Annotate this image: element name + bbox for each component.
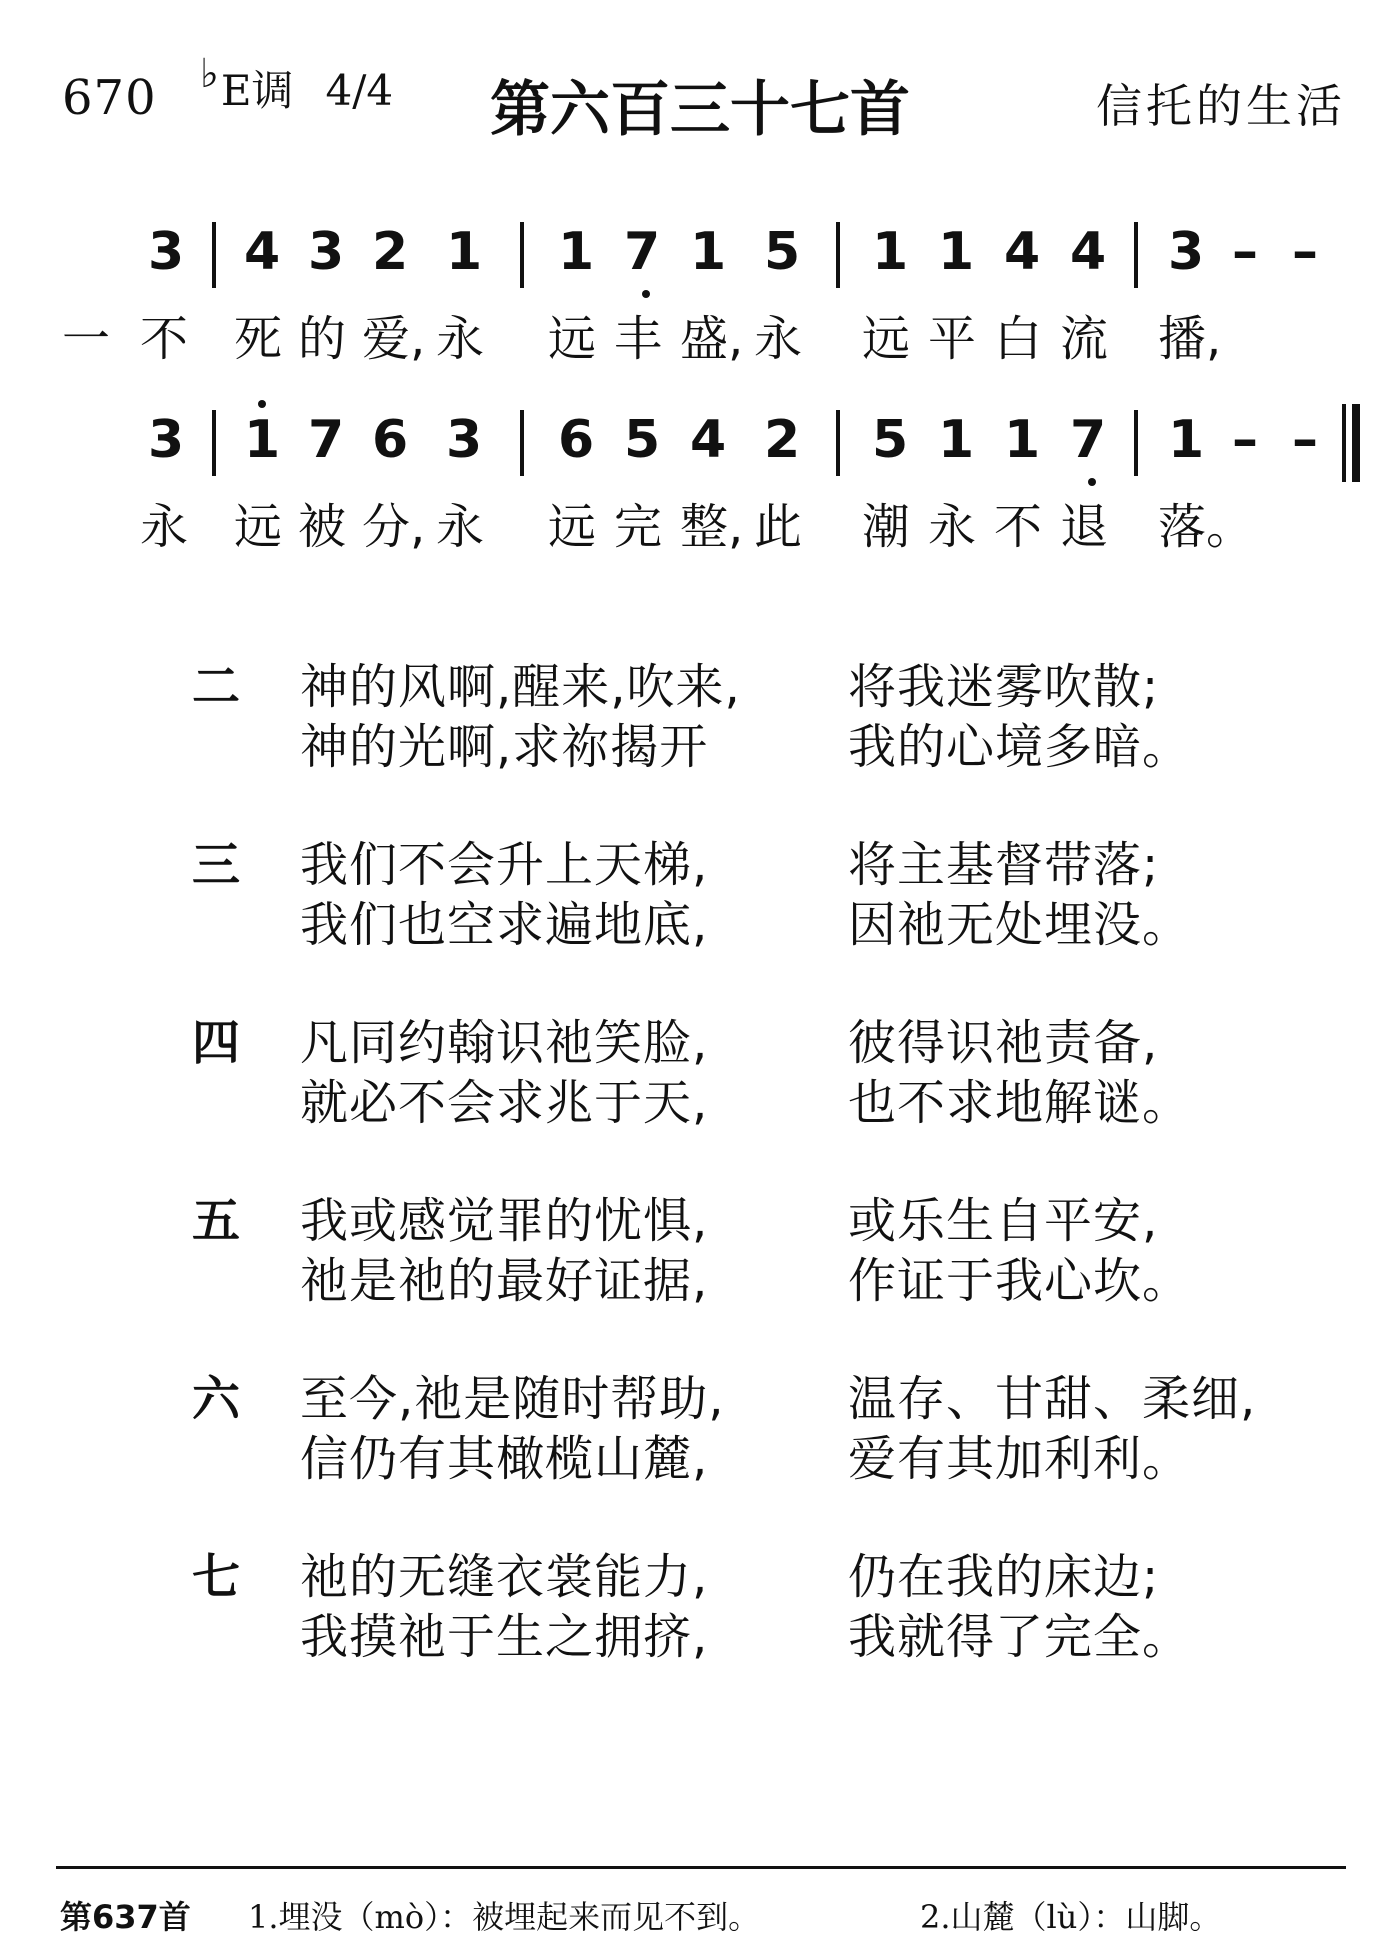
- lyric-char: 远: [548, 311, 597, 367]
- lower-octave-dot: [642, 290, 650, 298]
- verse-line: 祂的无缝衣裳能力,: [300, 1549, 709, 1605]
- verse-line: 爱有其加利利。: [848, 1431, 1192, 1487]
- lyric-char: 永: [436, 311, 485, 367]
- lower-octave-dot: [1088, 478, 1096, 486]
- lyric-char: 潮: [862, 499, 911, 555]
- note: 1: [558, 222, 595, 282]
- verse-line: 仍在我的床边;: [848, 1549, 1160, 1605]
- bar-line: [212, 222, 216, 288]
- lyric-char: 分,: [362, 499, 426, 555]
- verse-line: 凡同约翰识祂笑脸,: [300, 1015, 709, 1071]
- footnote-1: 1.埋没（mò）：被埋起来而见不到。: [248, 1898, 761, 1936]
- note: 7: [308, 410, 345, 470]
- verse-line: 就必不会求兆于天,: [300, 1075, 709, 1131]
- dash: –: [1232, 410, 1258, 470]
- lyrics-line-2: [0, 488, 1400, 555]
- verse-line: 或乐生自平安,: [848, 1193, 1159, 1249]
- verse-line: 因祂无处埋没。: [848, 897, 1192, 953]
- lyric-char: 流: [1060, 311, 1109, 367]
- note: 3: [148, 222, 185, 282]
- lyric-char: 一: [62, 311, 111, 367]
- note: 7: [624, 222, 661, 282]
- lyric-char: 白: [994, 311, 1043, 367]
- note: 4: [1070, 222, 1107, 282]
- key-label: E调: [220, 66, 294, 115]
- verse-number: 二: [192, 659, 241, 715]
- verse-number: 七: [192, 1549, 241, 1605]
- verse-line: 我就得了完全。: [848, 1609, 1192, 1665]
- verse-line: 将我迷雾吹散;: [848, 659, 1160, 715]
- note: 4: [1004, 222, 1041, 282]
- note: 3: [446, 410, 483, 470]
- note: 2: [372, 222, 409, 282]
- dash: –: [1232, 222, 1258, 282]
- lyric-char: 退: [1060, 499, 1109, 555]
- note: 4: [690, 410, 727, 470]
- lyric-char: 落。: [1158, 499, 1255, 555]
- footnote-divider: [56, 1866, 1346, 1869]
- final-bar-thin: [1342, 404, 1346, 482]
- note: 3: [148, 410, 185, 470]
- lyric-char: 平: [928, 311, 977, 367]
- note: 1: [1168, 410, 1205, 470]
- note: 1: [690, 222, 727, 282]
- bar-line: [520, 410, 524, 476]
- note: 5: [624, 410, 661, 470]
- lyric-char: 完: [614, 499, 663, 555]
- lyric-char: 此: [754, 499, 803, 555]
- bar-line: [212, 410, 216, 476]
- note: 6: [558, 410, 595, 470]
- verse-line: 至今,祂是随时帮助,: [300, 1371, 725, 1427]
- note: 5: [872, 410, 909, 470]
- verse-line: 神的风啊,醒来,吹来,: [300, 659, 741, 715]
- verse-line: 祂是祂的最好证据,: [300, 1253, 709, 1309]
- lyric-char: 不: [140, 311, 189, 367]
- verse-line: 彼得识祂责备,: [848, 1015, 1159, 1071]
- footnote-2: 2.山麓（lù）：山脚。: [920, 1898, 1222, 1936]
- note: 1: [938, 410, 975, 470]
- verse-line: 作证于我心坎。: [848, 1253, 1192, 1309]
- verse-line: 神的光啊,求祢揭开: [300, 719, 709, 775]
- note: 1: [244, 410, 281, 470]
- verse-line: 我们不会升上天梯,: [300, 837, 709, 893]
- note: 5: [764, 222, 801, 282]
- lyric-char: 的: [298, 311, 347, 367]
- lyric-char: 不: [994, 499, 1043, 555]
- note: 1: [1004, 410, 1041, 470]
- hymn-title: 第六百三十七首: [490, 75, 910, 145]
- flat-symbol: ♭: [200, 51, 219, 97]
- bar-line: [836, 410, 840, 476]
- verse-number: 四: [192, 1015, 241, 1071]
- lyric-char: 远: [548, 499, 597, 555]
- verse-number: 五: [192, 1193, 241, 1249]
- page-number: 670: [62, 70, 157, 126]
- verse-line: 将主基督带落;: [848, 837, 1160, 893]
- note: 3: [1168, 222, 1205, 282]
- lyric-char: 远: [234, 499, 283, 555]
- bar-line: [1134, 410, 1138, 476]
- verse-line: 温存、甘甜、柔细,: [848, 1371, 1257, 1427]
- note: 1: [446, 222, 483, 282]
- verse-number: 三: [192, 837, 241, 893]
- hymn-category: 信托的生活: [1096, 79, 1346, 133]
- lyric-char: 永: [140, 499, 189, 555]
- lyric-char: 盛,: [680, 311, 744, 367]
- verse-line: 我们也空求遍地底,: [300, 897, 709, 953]
- dash: –: [1292, 222, 1318, 282]
- lyric-char: 爱,: [362, 311, 426, 367]
- time-signature: 4/4: [325, 66, 394, 115]
- lyric-char: 永: [436, 499, 485, 555]
- final-bar-thick: [1352, 404, 1360, 482]
- lyric-char: 整,: [680, 499, 744, 555]
- lyric-char: 死: [234, 311, 283, 367]
- verse-line: 信仍有其橄榄山麓,: [300, 1431, 709, 1487]
- bar-line: [1134, 222, 1138, 288]
- verse-line: 我或感觉罪的忧惧,: [300, 1193, 709, 1249]
- lyric-char: 永: [928, 499, 977, 555]
- note: 2: [764, 410, 801, 470]
- lyric-char: 远: [862, 311, 911, 367]
- lyric-char: 被: [298, 499, 347, 555]
- note: 7: [1070, 410, 1107, 470]
- upper-octave-dot: [258, 400, 266, 408]
- note: 4: [244, 222, 281, 282]
- lyric-char: 永: [754, 311, 803, 367]
- note: 1: [872, 222, 909, 282]
- verse-line: 我的心境多暗。: [848, 719, 1192, 775]
- lyrics-line-1: [0, 300, 1400, 367]
- note: 3: [308, 222, 345, 282]
- bar-line: [836, 222, 840, 288]
- dash: –: [1292, 410, 1318, 470]
- notation-line-1: [0, 222, 1400, 282]
- bar-line: [520, 222, 524, 288]
- note: 6: [372, 410, 409, 470]
- verse-number: 六: [192, 1371, 241, 1427]
- verse-line: 也不求地解谜。: [848, 1075, 1192, 1131]
- lyric-char: 播,: [1158, 311, 1222, 367]
- notation-line-2: [0, 410, 1400, 470]
- footnote-hymn-ref: 第637首: [60, 1898, 191, 1936]
- lyric-char: 丰: [614, 311, 663, 367]
- verse-line: 我摸祂于生之拥挤,: [300, 1609, 709, 1665]
- note: 1: [938, 222, 975, 282]
